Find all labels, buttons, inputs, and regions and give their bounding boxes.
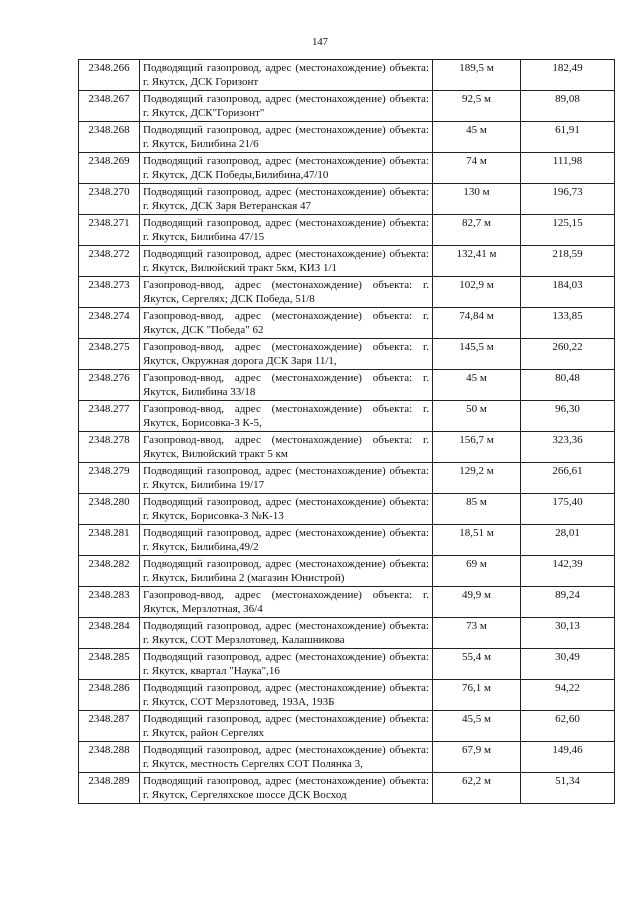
row-value: 323,36 bbox=[521, 432, 615, 463]
row-name: Подводящий газопровод, адрес (местонахождение) объекта: г. Якутск, ДСК Горизонт bbox=[140, 60, 433, 91]
table-row bbox=[79, 556, 615, 587]
row-code: 2348.287 bbox=[79, 711, 140, 742]
row-name: Подводящий газопровод, адрес (местонахождение) объекта: г. Якутск, Билибина 19/17 bbox=[140, 463, 433, 494]
row-name: Подводящий газопровод, адрес (местонахождение) объекта: г. Якутск, СОТ Мерзлотовед, 193А, 193Б bbox=[140, 680, 433, 711]
row-length: 145,5 м bbox=[433, 339, 521, 370]
row-code: 2348.267 bbox=[79, 91, 140, 122]
table-row bbox=[79, 773, 615, 804]
row-length: 129,2 м bbox=[433, 463, 521, 494]
table-row bbox=[79, 494, 615, 525]
row-code: 2348.271 bbox=[79, 215, 140, 246]
row-name: Подводящий газопровод, адрес (местонахождение) объекта: г. Якутск, Билибина 47/15 bbox=[140, 215, 433, 246]
row-length: 82,7 м bbox=[433, 215, 521, 246]
row-length: 92,5 м bbox=[433, 91, 521, 122]
row-value: 196,73 bbox=[521, 184, 615, 215]
row-name: Подводящий газопровод, адрес (местонахождение) объекта: г. Якутск, ДСК Заря Ветеранская 47 bbox=[140, 184, 433, 215]
row-name: Газопровод-ввод, адрес (местонахождение) объекта: г. Якутск, Вилюйский тракт 5 км bbox=[140, 432, 433, 463]
registry-table-body bbox=[79, 60, 615, 804]
row-code: 2348.268 bbox=[79, 122, 140, 153]
row-value: 125,15 bbox=[521, 215, 615, 246]
row-code: 2348.276 bbox=[79, 370, 140, 401]
row-value: 96,30 bbox=[521, 401, 615, 432]
table-row bbox=[79, 91, 615, 122]
row-value: 30,13 bbox=[521, 618, 615, 649]
row-code: 2348.281 bbox=[79, 525, 140, 556]
row-code: 2348.283 bbox=[79, 587, 140, 618]
row-code: 2348.277 bbox=[79, 401, 140, 432]
table-row bbox=[79, 308, 615, 339]
row-value: 80,48 bbox=[521, 370, 615, 401]
row-name: Газопровод-ввод, адрес (местонахождение) объекта: г. Якутск, Билибина 33/18 bbox=[140, 370, 433, 401]
table-row bbox=[79, 277, 615, 308]
table-row bbox=[79, 525, 615, 556]
table-row bbox=[79, 680, 615, 711]
row-value: 218,59 bbox=[521, 246, 615, 277]
table-row bbox=[79, 432, 615, 463]
row-name: Подводящий газопровод, адрес (местонахождение) объекта: г. Якутск, Билибина 21/6 bbox=[140, 122, 433, 153]
row-value: 260,22 bbox=[521, 339, 615, 370]
row-name: Подводящий газопровод, адрес (местонахождение) объекта: г. Якутск, ДСК"Горизонт" bbox=[140, 91, 433, 122]
row-length: 189,5 м bbox=[433, 60, 521, 91]
row-length: 49,9 м bbox=[433, 587, 521, 618]
row-value: 61,91 bbox=[521, 122, 615, 153]
table-row bbox=[79, 401, 615, 432]
table-row bbox=[79, 246, 615, 277]
row-length: 50 м bbox=[433, 401, 521, 432]
table-row bbox=[79, 339, 615, 370]
table-row bbox=[79, 370, 615, 401]
table-row bbox=[79, 463, 615, 494]
row-name: Газопровод-ввод, адрес (местонахождение) объекта: г. Якутск, Борисовка-3 К-5, bbox=[140, 401, 433, 432]
table-row bbox=[79, 587, 615, 618]
row-name: Подводящий газопровод, адрес (местонахождение) объекта: г. Якутск, квартал "Наука",16 bbox=[140, 649, 433, 680]
row-name: Подводящий газопровод, адрес (местонахождение) объекта: г. Якутск, СОТ Мерзлотовед, Калашникова bbox=[140, 618, 433, 649]
row-name: Подводящий газопровод, адрес (местонахождение) объекта: г. Якутск, Вилюйский тракт 5км, КИЗ 1/1 bbox=[140, 246, 433, 277]
row-code: 2348.286 bbox=[79, 680, 140, 711]
table-row bbox=[79, 122, 615, 153]
row-code: 2348.279 bbox=[79, 463, 140, 494]
row-length: 156,7 м bbox=[433, 432, 521, 463]
row-length: 74,84 м bbox=[433, 308, 521, 339]
row-value: 149,46 bbox=[521, 742, 615, 773]
row-value: 89,08 bbox=[521, 91, 615, 122]
row-length: 73 м bbox=[433, 618, 521, 649]
table-row bbox=[79, 649, 615, 680]
table-row bbox=[79, 742, 615, 773]
row-name: Газопровод-ввод, адрес (местонахождение) объекта: г. Якутск, ДСК "Победа" 62 bbox=[140, 308, 433, 339]
row-value: 266,61 bbox=[521, 463, 615, 494]
row-length: 18,51 м bbox=[433, 525, 521, 556]
row-value: 184,03 bbox=[521, 277, 615, 308]
table-row bbox=[79, 153, 615, 184]
row-length: 45 м bbox=[433, 122, 521, 153]
row-value: 28,01 bbox=[521, 525, 615, 556]
row-code: 2348.282 bbox=[79, 556, 140, 587]
row-length: 45 м bbox=[433, 370, 521, 401]
row-name: Подводящий газопровод, адрес (местонахождение) объекта: г. Якутск, местность Сергелях СОТ Полянка 3, bbox=[140, 742, 433, 773]
row-name: Подводящий газопровод, адрес (местонахождение) объекта: г. Якутск, Билибина 2 (магазин Юнистрой) bbox=[140, 556, 433, 587]
row-name: Подводящий газопровод, адрес (местонахождение) объекта: г. Якутск, район Сергелях bbox=[140, 711, 433, 742]
row-code: 2348.270 bbox=[79, 184, 140, 215]
row-code: 2348.272 bbox=[79, 246, 140, 277]
row-code: 2348.289 bbox=[79, 773, 140, 804]
row-value: 30,49 bbox=[521, 649, 615, 680]
row-code: 2348.284 bbox=[79, 618, 140, 649]
row-value: 89,24 bbox=[521, 587, 615, 618]
table-row bbox=[79, 60, 615, 91]
row-code: 2348.285 bbox=[79, 649, 140, 680]
row-code: 2348.280 bbox=[79, 494, 140, 525]
table-row bbox=[79, 711, 615, 742]
row-name: Подводящий газопровод, адрес (местонахождение) объекта: г. Якутск, Сергеляхское шоссе ДСК Восход bbox=[140, 773, 433, 804]
row-length: 69 м bbox=[433, 556, 521, 587]
row-length: 102,9 м bbox=[433, 277, 521, 308]
row-value: 94,22 bbox=[521, 680, 615, 711]
row-code: 2348.278 bbox=[79, 432, 140, 463]
row-name: Подводящий газопровод, адрес (местонахождение) объекта: г. Якутск, ДСК Победы,Билибина,47/10 bbox=[140, 153, 433, 184]
row-value: 111,98 bbox=[521, 153, 615, 184]
registry-table bbox=[78, 59, 615, 804]
row-value: 175,40 bbox=[521, 494, 615, 525]
row-value: 51,34 bbox=[521, 773, 615, 804]
row-value: 182,49 bbox=[521, 60, 615, 91]
row-value: 62,60 bbox=[521, 711, 615, 742]
row-code: 2348.266 bbox=[79, 60, 140, 91]
row-length: 85 м bbox=[433, 494, 521, 525]
row-length: 62,2 м bbox=[433, 773, 521, 804]
row-length: 130 м bbox=[433, 184, 521, 215]
row-name: Газопровод-ввод, адрес (местонахождение) объекта: г. Якутск, Окружная дорога ДСК Заря 11/1, bbox=[140, 339, 433, 370]
row-name: Подводящий газопровод, адрес (местонахождение) объекта: г. Якутск, Борисовка-3 №К-13 bbox=[140, 494, 433, 525]
table-row bbox=[79, 618, 615, 649]
row-name: Газопровод-ввод, адрес (местонахождение) объекта: г. Якутск, Мерзлотная, 36/4 bbox=[140, 587, 433, 618]
row-value: 133,85 bbox=[521, 308, 615, 339]
row-length: 67,9 м bbox=[433, 742, 521, 773]
row-length: 76,1 м bbox=[433, 680, 521, 711]
row-code: 2348.275 bbox=[79, 339, 140, 370]
row-code: 2348.274 bbox=[79, 308, 140, 339]
row-name: Газопровод-ввод, адрес (местонахождение) объекта: г. Якутск, Сергелях; ДСК Победа, 51/8 bbox=[140, 277, 433, 308]
row-code: 2348.269 bbox=[79, 153, 140, 184]
row-length: 45,5 м bbox=[433, 711, 521, 742]
row-length: 132,41 м bbox=[433, 246, 521, 277]
row-length: 74 м bbox=[433, 153, 521, 184]
row-code: 2348.273 bbox=[79, 277, 140, 308]
row-value: 142,39 bbox=[521, 556, 615, 587]
row-code: 2348.288 bbox=[79, 742, 140, 773]
row-length: 55,4 м bbox=[433, 649, 521, 680]
page-number: 147 bbox=[312, 37, 328, 48]
row-name: Подводящий газопровод, адрес (местонахождение) объекта: г. Якутск, Билибина,49/2 bbox=[140, 525, 433, 556]
table-row bbox=[79, 184, 615, 215]
table-row bbox=[79, 215, 615, 246]
